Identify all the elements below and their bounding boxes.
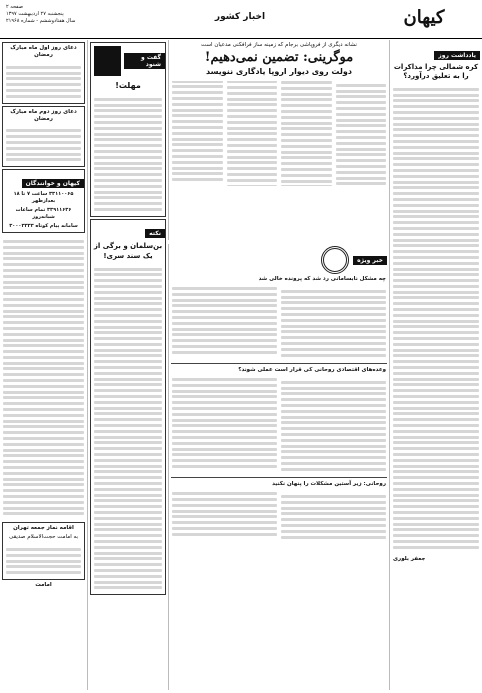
main-subhead: دولت روی دیوار اروپا یادگاری ننویسد (206, 67, 352, 76)
editorial-headline: کره شمالی چرا مذاکرات را به تعلیق درآورد؟ (393, 63, 479, 80)
left-footer: امامت (35, 581, 52, 588)
special-body-1 (169, 285, 389, 360)
main-body (169, 79, 389, 188)
special-news (168, 244, 389, 690)
special-headline-2: وعده‌های اقتصادی روحانی کی قرار است عملی شوند؟ (238, 366, 386, 373)
editorial-label: یادداشت روز (434, 51, 480, 60)
special-headline-3: روحانی: زیر آستین مشکلات را پنهان نکنید (272, 481, 386, 488)
conversation-title: مهلت! (115, 81, 141, 90)
readers-box (2, 169, 85, 233)
conversation-label: گفت و شنود (124, 53, 165, 69)
readers-letters (0, 235, 87, 520)
point-headline: بن‌سلمان و برگی از یک سند سری! (93, 241, 163, 260)
prayer-title-1: دعای روز اول ماه مبارک رمضان (10, 45, 77, 58)
main-kicker: نشانه دیگری از فروپاشی برجام که زمینه ساز فرافکنی مدعیان است (201, 42, 357, 48)
special-headline-1: چه مشکل نابسامانی رد شد که پرونده خالی شد (258, 276, 386, 282)
special-body-2 (169, 376, 389, 474)
section-title: اخبار کشور (214, 12, 266, 22)
masthead-logo: کیهان (403, 7, 445, 28)
point-body (91, 263, 165, 594)
page-number: صفحه ۲ (6, 4, 23, 10)
middle-column (87, 40, 168, 690)
prayer-body-2 (3, 125, 84, 167)
editorial-body (390, 83, 482, 554)
page-header (0, 0, 482, 39)
prayer-body-1 (3, 61, 84, 103)
point-label: نکته (145, 229, 165, 238)
readers-phone-2: ۳۳۹۱۱۶۳۶ تمام ساعات شبانه‌روز (15, 207, 72, 221)
main-story (168, 40, 389, 240)
prayer-title-2: دعای روز دوم ماه مبارک رمضان (10, 108, 77, 122)
conversation-box (90, 42, 166, 217)
friday-prayer-title: اقامه نماز جمعه تهران (13, 525, 74, 532)
special-body-3 (169, 490, 389, 542)
readers-phone-1: ۳۳۱۱۰۰۶۵ ساعت ۷ تا ۱۸ بعدازظهر (13, 191, 74, 205)
friday-prayer-sub: به امامت حجت‌الاسلام صدیقی (9, 534, 78, 541)
friday-prayer-box (2, 522, 85, 580)
issue-date: پنجشنبه ۲۷ اردیبهشت ۱۳۹۷ (6, 11, 64, 17)
special-label: خبر ویژه (353, 256, 387, 265)
issue-meta (6, 4, 116, 25)
editorial-author: جعفر بلوری (393, 555, 426, 562)
friday-prayer-body (3, 543, 84, 579)
swirl-logo-icon (321, 246, 349, 274)
issue-number: سال هفتادوششم - شماره ۲۱۹۶۸ (6, 18, 76, 24)
readers-sms: سامانه پیام کوتاه ۳۰۰۰۳۳۳۳ (9, 223, 78, 230)
main-headline: موگرینی: تضمین نمی‌دهیم! (204, 50, 354, 65)
left-column (0, 40, 87, 690)
point-box (90, 219, 166, 595)
readers-label: کیهان و خوانندگان (22, 179, 84, 188)
conversation-logo-icon (94, 46, 121, 76)
prayer-box-2 (2, 106, 85, 168)
conversation-body (91, 93, 165, 216)
prayer-box-1 (2, 42, 85, 104)
editorial-column (389, 40, 482, 690)
